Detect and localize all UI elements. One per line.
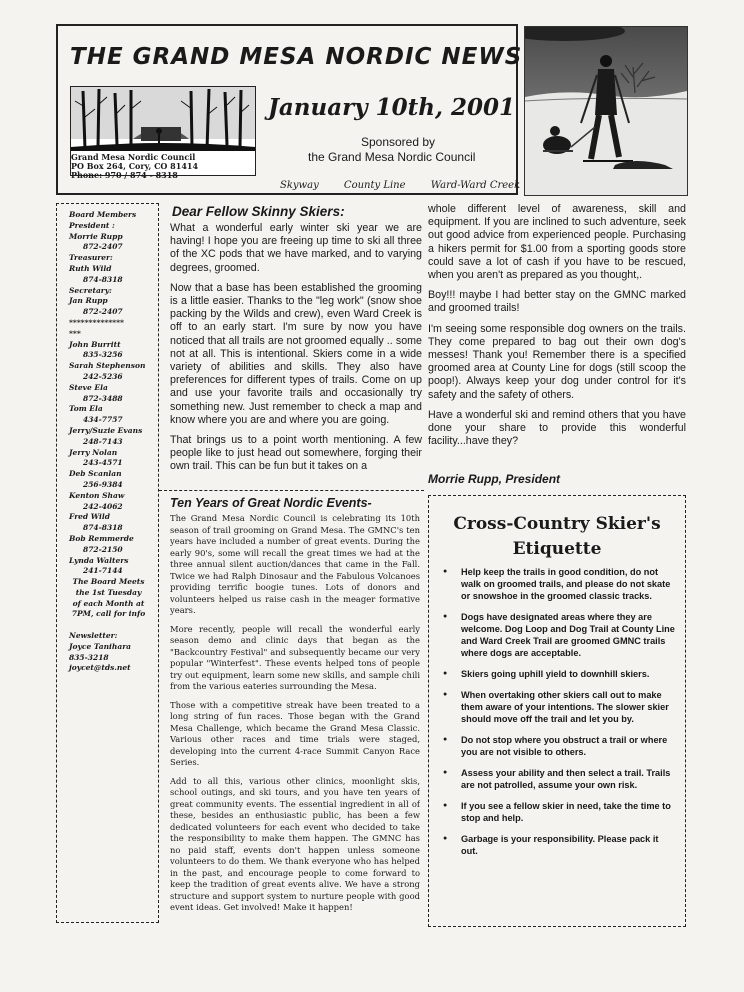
sidebar-line: 7PM, call for info	[71, 609, 146, 619]
sidebar-line: Steve Ela	[69, 382, 108, 392]
sidebar-line: joycet@tds.net	[69, 663, 131, 673]
etiquette-item: ● Help keep the trails in good condition, do not walk on groomed trails, and please do not skate or snowshoe in the groomed classic tracks.	[443, 566, 675, 602]
sidebar-line: Jerry/Suzie Evans	[69, 425, 143, 435]
sidebar-line: 835-3218	[69, 652, 109, 662]
etiquette-item: ● Skiers going uphill yield to downhill skiers.	[443, 668, 675, 680]
sidebar-line: Bob Remmerde	[69, 533, 134, 543]
sidebar-line: Jerry Nolan	[69, 447, 118, 457]
sidebar-line: 241-7144	[83, 566, 123, 576]
sidebar-line: Jan Rupp	[69, 296, 108, 306]
sidebar-line	[69, 620, 154, 631]
board-members-sidebar	[56, 203, 159, 923]
etiquette-item: ● If you see a fellow skier in need, take the time to stop and help.	[443, 800, 675, 824]
sidebar-line: Board Members	[69, 210, 137, 219]
sidebar-line: The Board Meets	[72, 577, 145, 587]
sidebar-line: John Burritt	[69, 339, 121, 349]
sidebar-line: Ruth Wild	[69, 263, 112, 273]
events-paragraph: More recently, people will recall the wonderful early season demo and clinic days that began as the "Backcountry Festival" and subsequently became our very popular "Winterfest". These events helped tons of people try out equipment, learn some new skills, and sample chili from the various eateries surrounding the Mesa.	[170, 623, 420, 691]
letter-paragraph: I'm seeing some responsible dog owners on the trails. They come prepared to bag out their own dog's messes! Thank you! Remember there is a specified groomed area at County Line for dogs (still scoop the poop!). Always keep your dog under control for it's safety and the safety of others.	[428, 322, 686, 401]
sidebar-line: Lynda Walters	[69, 555, 129, 565]
sidebar-line: Joyce Tanihara	[69, 641, 132, 651]
sidebar-line: Sarah Stephenson	[69, 361, 146, 371]
letter-signature: Morrie Rupp, President	[428, 472, 561, 486]
sidebar-line: Secretary:	[69, 285, 112, 295]
trail-list	[280, 180, 542, 191]
sidebar-line: 874-8318	[83, 274, 123, 284]
etiquette-list	[443, 566, 675, 866]
masthead	[56, 24, 523, 195]
etiquette-item: ● Assess your ability and then select a trail. Trails are not patrolled, assume your own risk.	[443, 767, 675, 791]
events-paragraph: Those with a competitive streak have been treated to a long string of fun races. Those began with the Grand Mesa Challenge, which became the Grand Mesa Classic. Various other races and time trials were staged, developing into the current 4-race Summit Canyon Race Series.	[170, 699, 420, 767]
letter-paragraph: Now that a base has been established the grooming is a little easier. Thanks to the "leg work" (snow shoe packing by the Wilds and crew), even Ward Creek is off to an early start. I'm sure by now you have noticed that all trails are not groomed equally .. some not at all. This is intentional. Skiers come in a wide variety of abilities and skills. They also have preferences for different types of trails. Come on up and use your favorite trails and occasionally try something new. Just remember to check a map and know where you are and where you are going.	[170, 281, 422, 426]
letter-paragraph: Have a wonderful ski and remind others that you have done your share to provide this wonderful facility...have they?	[428, 408, 686, 448]
issue-date: January 10th, 2001	[268, 94, 516, 121]
sponsor-name: the Grand Mesa Nordic Council	[308, 150, 476, 164]
sidebar-line: **************	[69, 317, 124, 327]
sidebar-line: 872-3488	[83, 393, 123, 403]
events-article	[170, 513, 420, 933]
etiquette-title: Cross-Country Skier's Etiquette	[453, 514, 661, 559]
sidebar-line: 835-3256	[83, 350, 123, 360]
trail-name: Ward-Ward Creek	[430, 180, 521, 191]
sidebar-line: Deb Scanlan	[69, 469, 122, 479]
letter-paragraph: That brings us to a point worth mentioning. A few people like to just head out somewhere, forging their own trail. This can be fun but it takes on a	[170, 434, 422, 473]
sidebar-line: 872-2150	[83, 544, 123, 554]
letter-column-2	[428, 203, 686, 471]
sidebar-line: 242-4062	[83, 501, 123, 511]
newsletter-title: THE GRAND MESA NORDIC NEWS	[70, 44, 523, 70]
letter-column-1	[170, 222, 422, 482]
etiquette-item: ● Dogs have designated areas where they are welcome. Dog Loop and Dog Trail at County Line and Ward Creek Trail are groomed GMNC trails where dogs are acceptable.	[443, 611, 675, 659]
sidebar-line: President :	[69, 220, 115, 230]
sidebar-line: 242-5236	[83, 371, 123, 381]
etiquette-box	[428, 495, 686, 927]
sidebar-line: Tom Ela	[69, 404, 103, 414]
sidebar-line: of each Month at	[72, 598, 145, 608]
etiquette-item: ● When overtaking other skiers call out to make them aware of your intentions. The slower skier should move off the trail and let you by.	[443, 689, 675, 725]
letter-heading: Dear Fellow Skinny Skiers:	[172, 204, 345, 219]
sidebar-line: Morrie Rupp	[69, 231, 123, 241]
sidebar-line: Fred Wild	[69, 512, 111, 522]
sidebar-line: 872-2407	[83, 307, 123, 317]
sidebar-line: 434-7757	[83, 415, 123, 425]
sidebar-line: the 1st Tuesday	[75, 587, 142, 597]
sidebar-line: 243-4571	[83, 458, 123, 468]
sidebar-line: 256-9384	[83, 479, 123, 489]
skier-with-child-photo	[524, 26, 688, 196]
events-paragraph: Add to all this, various other clinics, moonlight skis, school outings, and ski tours, and you have ten years of great community events. The essential ingredient in all of these, besides an enthusiastic public, has been a few dedicated volunteers for each event who decided to take the responsibility to make them happen. The GMNC has no paid staff, events don't happen unless someone volunteers to do them. We thank everyone who has helped in the past, and encourage people to come forward to keep the tradition of great events alive. We have a strong structure and support system to nurture people with good event ideas. Get involved! Make it happen!	[170, 775, 420, 912]
trail-name: Skyway	[280, 180, 319, 191]
events-heading: Ten Years of Great Nordic Events-	[170, 496, 372, 510]
etiquette-item: ● Garbage is your responsibility. Please pack it out.	[443, 833, 675, 857]
letter-paragraph: What a wonderful early winter ski year we are having! I hope you are freeing up time to ski all three of the XC pods that we have marked, and to varying degrees, groomed.	[170, 222, 422, 274]
sidebar-line: 248-7143	[83, 436, 123, 446]
sidebar-line: 874-8318	[83, 523, 123, 533]
trail-name: County Line	[343, 180, 406, 191]
sidebar-line: Newsletter:	[69, 631, 118, 641]
sidebar-line: ***	[69, 328, 81, 338]
letter-paragraph: whole different level of awareness, skill and equipment. If you are inclined to such adventure, seek out good advice from experienced people. Purchasing a hikers permit for $1.00 from a sporting goods store could save a lot of cash if you have to be rescued, when you aren't as prepared as you thought,.	[428, 203, 686, 282]
sidebar-line: 872-2407	[83, 242, 123, 252]
letter-paragraph: Boy!!! maybe I had better stay on the GMNC marked and groomed trails!	[428, 289, 686, 315]
sidebar-line: Kenton Shaw	[69, 490, 125, 500]
etiquette-item: ● Do not stop where you obstruct a trail or where you are not visible to others.	[443, 734, 675, 758]
events-paragraph: The Grand Mesa Nordic Council is celebrating its 10th season of trail grooming on Grand Mesa. The GMNC's ten years have included a number of great events. During the early 90's, some will recall the great times we had at the three annual silent auction/dances that came in the Fall. Twice we had Ralph Dinosaur and the Fabulous Volcanoes providing terrific boogie tunes. Lots of donors and volunteers helped us raise cash in the meager formative years.	[170, 513, 420, 615]
council-address: Grand Mesa Nordic Council PO Box 264, Cory, CO 81414 Phone: 970 / 874 - 8318	[71, 152, 199, 180]
sidebar-line: Treasurer:	[69, 253, 113, 263]
sponsor-label: Sponsored by	[360, 135, 436, 149]
